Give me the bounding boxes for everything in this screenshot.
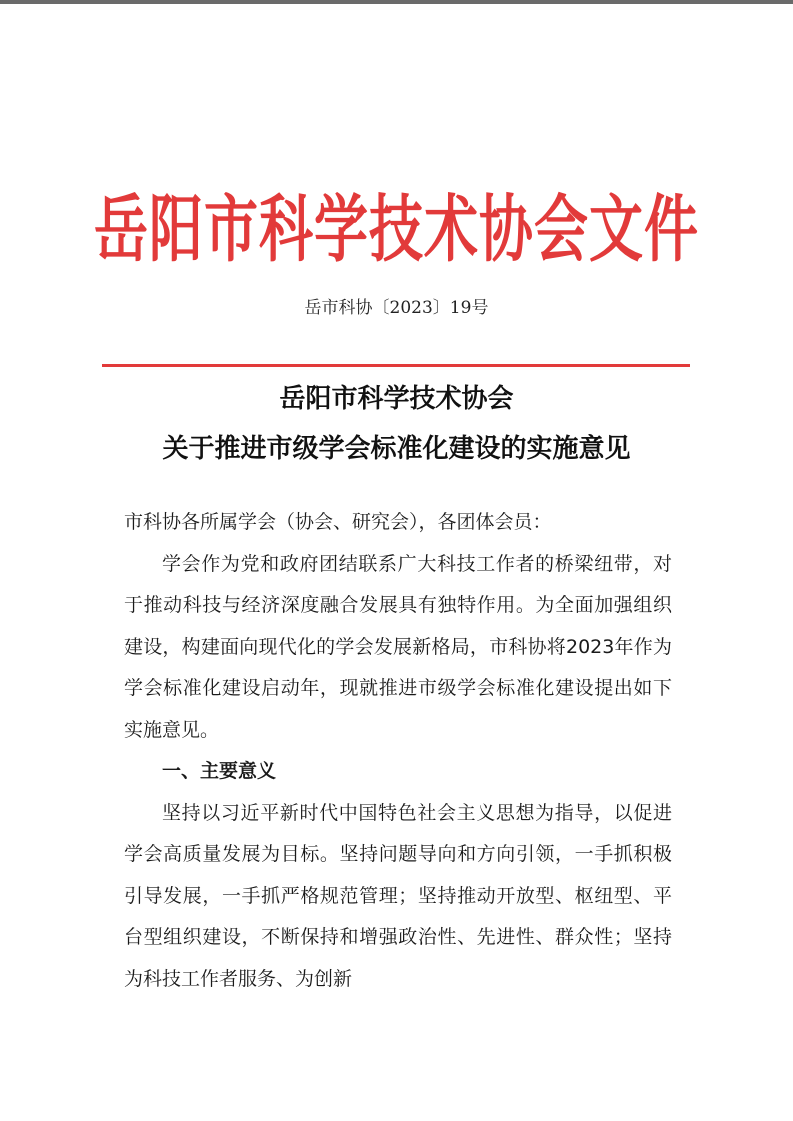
document-number: 岳市科协〔2023〕19号	[304, 298, 489, 318]
paragraph-intro: 学会作为党和政府团结联系广大科技工作者的桥梁纽带，对于推动科技与经济深度融合发展具有独特作用。为全面加强组织建设，构建面向现代化的学会发展新格局，市科协将2023年作为学会标准化建设启动年，现就推进市级学会标准化建设提出如下实施意见。	[124, 552, 672, 741]
title-line-2: 关于推进市级学会标准化建设的实施意见	[162, 434, 631, 464]
paragraph-section-1: 坚持以习近平新时代中国特色社会主义思想为指导，以促进学会高质量发展为目标。坚持问题导向和方向引领，一手抓积极引导发展，一手抓严格规范管理；坚持推动开放型、枢纽型、平台型组织建设，不断保持和增强政治性、先进性、群众性；坚持为科技工作者服务、为创新	[124, 801, 672, 990]
red-divider-line	[102, 364, 690, 367]
document-body	[124, 502, 672, 1000]
document-header-title: 岳阳市科学技术协会文件	[94, 186, 699, 272]
document-title	[0, 374, 793, 474]
section-heading-1: 一、主要意义	[162, 760, 277, 782]
salutation: 市科协各所属学会（协会、研究会），各团体会员：	[124, 511, 552, 533]
title-line-1: 岳阳市科学技术协会	[279, 384, 514, 414]
scan-top-edge	[0, 0, 793, 4]
